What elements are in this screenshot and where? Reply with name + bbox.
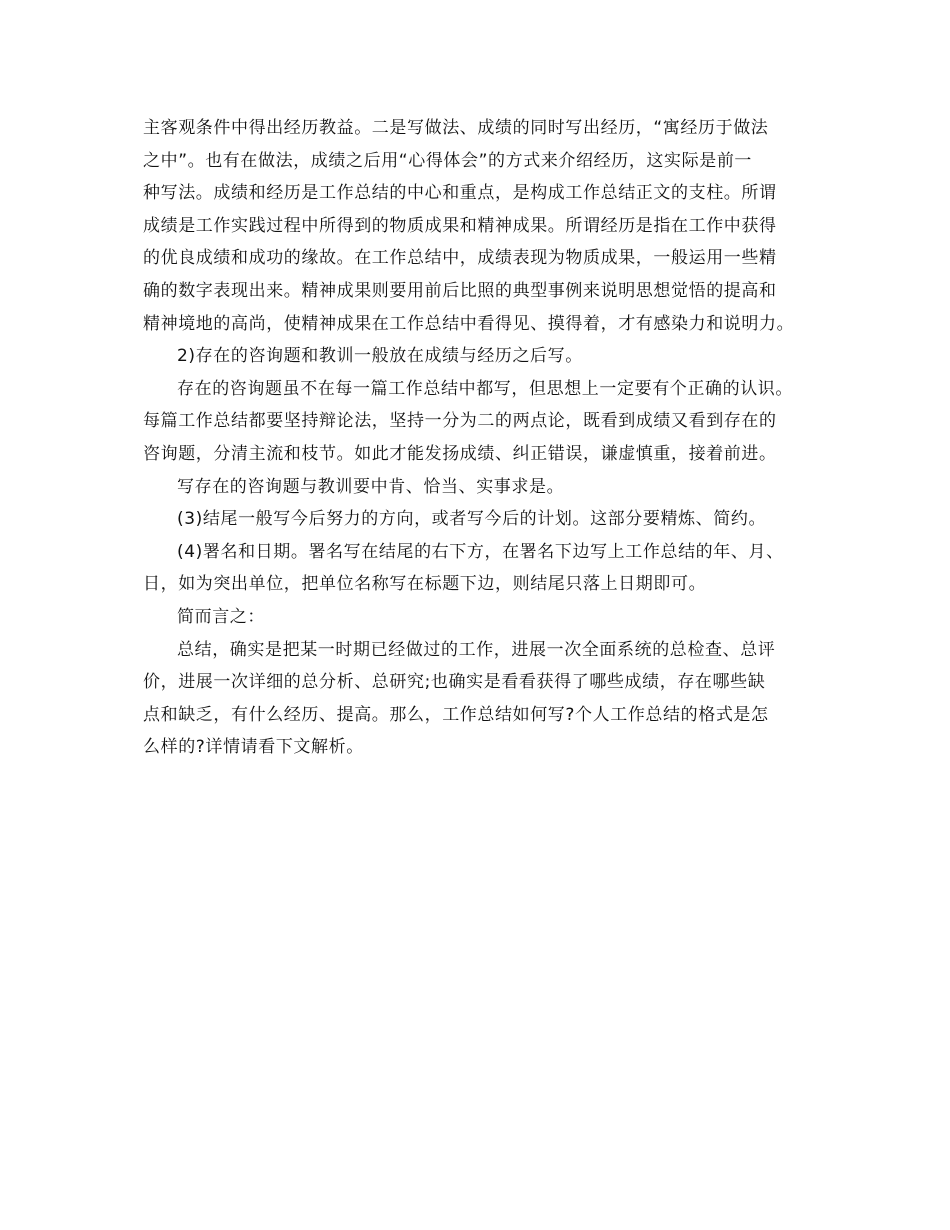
document-body — [143, 112, 823, 764]
text-line: 总结，确实是把某一时期已经做过的工作，进展一次全面系统的总检查、总评 — [177, 639, 776, 660]
text-line: 种写法。成绩和经历是工作总结的中心和重点，是构成工作总结正文的支柱。所谓 — [143, 183, 777, 204]
paragraph-heading: (4)署名和日期。署名写在结尾的右下方，在署名下边写上工作总结的年、月、 — [177, 541, 784, 562]
text-line: 主客观条件中得出经历教益。二是写做法、成绩的同时写出经历，“寓经历于做法 — [143, 118, 769, 138]
text-line: 精神境地的高尚，使精神成果在工作总结中看得见、摸得着，才有感染力和说明力。 — [143, 313, 795, 334]
text-line: 每篇工作总结都要坚持辩论法，坚持一分为二的两点论，既看到成绩又看到存在的 — [143, 411, 777, 432]
text-line: 么样的?详情请看下文解析。 — [143, 737, 364, 758]
text-line: 成绩是工作实践过程中所得到的物质成果和精神成果。所谓经历是指在工作中获得 — [143, 215, 777, 236]
paragraph-heading: 2)存在的咨询题和教训一般放在成绩与经历之后写。 — [177, 346, 583, 367]
text-line: 咨询题，分清主流和枝节。如此才能发扬成绩、纠正错误，谦虚慎重，接着前进。 — [143, 443, 777, 464]
text-line: 简而言之： — [177, 606, 265, 627]
text-line: 确的数字表现出来。精神成果则要用前后比照的典型事例来说明思想觉悟的提高和 — [143, 280, 777, 301]
paragraph-heading: (3)结尾一般写今后努力的方向，或者写今后的计划。这部分要精炼、简约。 — [177, 509, 767, 530]
text-line: 的优良成绩和成功的缘故。在工作总结中，成绩表现为物质成果，一般运用一些精 — [143, 248, 777, 269]
text-line: 日，如为突出单位，把单位名称写在标题下边，则结尾只落上日期即可。 — [143, 574, 707, 595]
text-line: 存在的咨询题虽不在每一篇工作总结中都写，但思想上一定要有个正确的认识。 — [177, 378, 793, 399]
text-line: 之中”。也有在做法，成绩之后用“心得体会”的方式来介绍经历，这实际是前一 — [143, 150, 753, 171]
text-line: 写存在的咨询题与教训要中肯、恰当、实事求是。 — [177, 476, 565, 497]
text-line: 价，进展一次详细的总分析、总研究;也确实是看看获得了哪些成绩，存在哪些缺 — [143, 672, 766, 693]
text-line: 点和缺乏，有什么经历、提高。那么，工作总结如何写?个人工作总结的格式是怎 — [143, 704, 769, 725]
